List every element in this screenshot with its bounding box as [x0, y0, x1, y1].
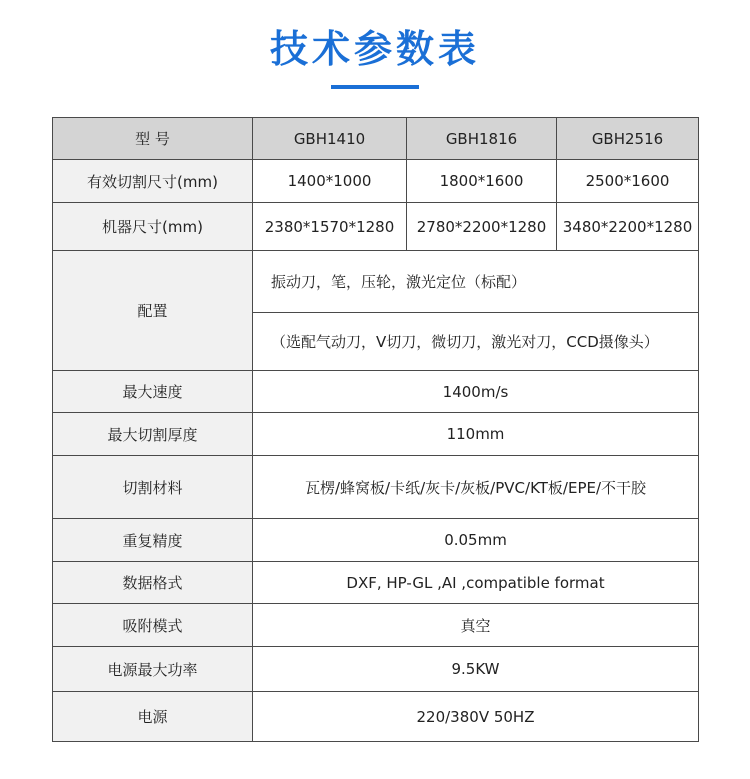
- cell-value: 3480*2200*1280: [557, 203, 699, 251]
- table-row: [53, 371, 699, 413]
- table-row: [53, 604, 699, 647]
- model-label: 型 号: [53, 118, 253, 160]
- title-underline: [331, 85, 419, 89]
- table-row: [53, 519, 699, 562]
- cell-value: 0.05mm: [253, 519, 699, 562]
- row-label: 机器尺寸(mm): [53, 203, 253, 251]
- row-label: 吸附模式: [53, 604, 253, 647]
- row-label: 配置: [53, 251, 253, 371]
- header-row: [53, 118, 699, 160]
- cell-value: 2380*1570*1280: [253, 203, 407, 251]
- page-title: 技术参数表: [269, 27, 480, 71]
- table-row: [53, 203, 699, 251]
- cell-value: 1400*1000: [253, 160, 407, 203]
- table-row: [53, 413, 699, 456]
- spec-table: [52, 117, 699, 742]
- row-label: 电源最大功率: [53, 647, 253, 692]
- table-row: [53, 647, 699, 692]
- model-name: GBH1410: [253, 118, 407, 160]
- row-label: 切割材料: [53, 456, 253, 519]
- cell-value: 2780*2200*1280: [407, 203, 557, 251]
- row-label: 数据格式: [53, 562, 253, 604]
- cell-value: 110mm: [253, 413, 699, 456]
- table-row: [53, 160, 699, 203]
- row-label: 重复精度: [53, 519, 253, 562]
- table-row: [53, 692, 699, 742]
- config-optional: （选配气动刀，V切刀，微切刀，激光对刀，CCD摄像头）: [253, 313, 699, 371]
- cell-value: 1400m/s: [253, 371, 699, 413]
- cell-value: 1800*1600: [407, 160, 557, 203]
- model-name: GBH1816: [407, 118, 557, 160]
- cell-value: DXF, HP-GL ,AI ,compatible format: [253, 562, 699, 604]
- table-row: [53, 251, 699, 313]
- model-name: GBH2516: [557, 118, 699, 160]
- cell-value: 220/380V 50HZ: [253, 692, 699, 742]
- config-standard: 振动刀，笔，压轮，激光定位（标配）: [253, 251, 699, 313]
- row-label: 有效切割尺寸(mm): [53, 160, 253, 203]
- row-label: 最大速度: [53, 371, 253, 413]
- table-row: [53, 456, 699, 519]
- cell-value: 瓦楞/蜂窝板/卡纸/灰卡/灰板/PVC/KT板/EPE/不干胶: [253, 456, 699, 519]
- cell-value: 真空: [253, 604, 699, 647]
- row-label: 电源: [53, 692, 253, 742]
- row-label: 最大切割厚度: [53, 413, 253, 456]
- cell-value: 2500*1600: [557, 160, 699, 203]
- table-row: [53, 562, 699, 604]
- cell-value: 9.5KW: [253, 647, 699, 692]
